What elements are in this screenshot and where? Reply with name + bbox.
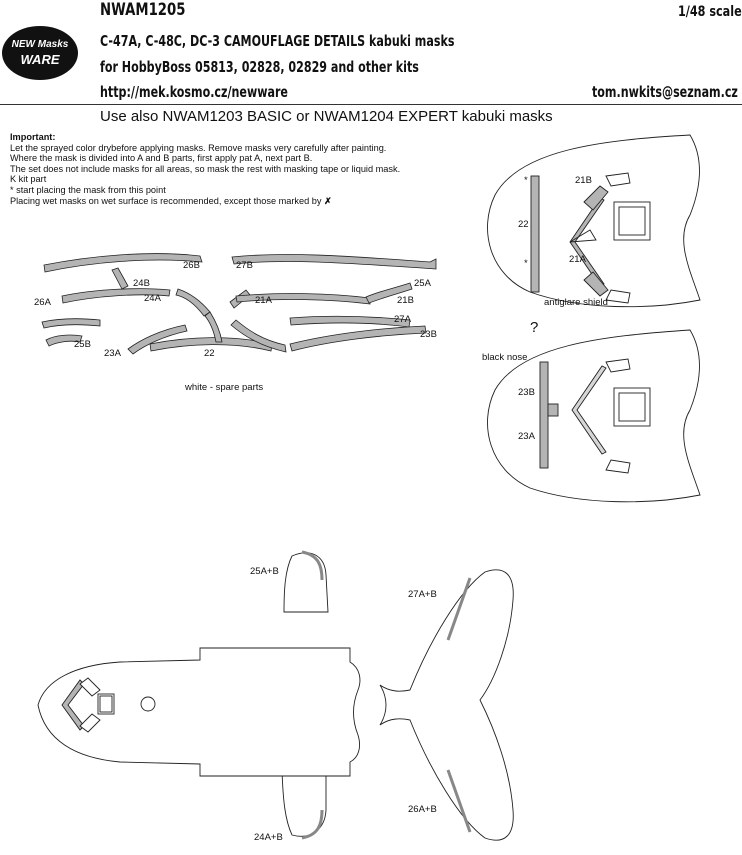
label-24b: 24B (133, 278, 150, 289)
label-nose-21b: 21B (575, 175, 592, 186)
label-26a: 26A (34, 297, 51, 308)
mask-piece-26b (44, 254, 202, 272)
label-nose-22: 22 (518, 219, 529, 230)
wing-tip-bottom (282, 770, 326, 838)
mask-piece-25b (42, 319, 100, 328)
contact-email[interactable]: tom.nwkits@seznam.cz (592, 83, 738, 101)
label-25a-b: 25A+B (250, 566, 279, 577)
label-21b: 21B (397, 295, 414, 306)
instruction-line: The set does not include masks for all areas, so mask the rest with masking tape or liquid mask. (10, 163, 401, 174)
title-line-1: C-47A, C-48C, DC-3 CAMOUFLAGE DETAILS kabuki masks (100, 32, 455, 50)
mask-piece-24a (176, 289, 210, 316)
label-23b: 23B (420, 329, 437, 340)
instruction-line: Let the sprayed color drybefore applying masks. Remove masks very carefully after painting. (10, 142, 387, 153)
label-24a: 24A (144, 293, 161, 304)
wing-tip-top (284, 552, 328, 612)
product-code: NWAM1205 (100, 0, 186, 20)
label-27a-b: 27A+B (408, 589, 437, 600)
instruction-line: * start placing the mask from this point (10, 184, 166, 195)
fuselage-planform (38, 648, 360, 776)
mask-piece-27a (290, 316, 410, 327)
related-products-banner: Use also NWAM1203 BASIC or NWAM1204 EXPERT kabuki masks (100, 108, 553, 125)
tail-planform (380, 570, 513, 840)
mask-piece-27b (232, 254, 436, 269)
antiglare-caption: antiglare shield (544, 297, 608, 308)
label-25b: 25B (74, 339, 91, 350)
title-line-2: for HobbyBoss 05813, 02828, 02829 and other kits (100, 58, 419, 76)
spare-parts-caption: white - spare parts (185, 382, 264, 393)
start-mark: * (524, 258, 528, 269)
black-nose-caption: black nose (482, 352, 528, 363)
label-26a-b: 26A+B (408, 804, 437, 815)
logo-line2: WARE (20, 52, 60, 67)
label-22: 22 (204, 348, 215, 359)
question-mark: ? (530, 319, 539, 336)
scale-label: 1/48 scale (678, 4, 742, 20)
label-nose-23a: 23A (518, 431, 535, 442)
instruction-line: Where the mask is divided into A and B parts, first apply pat A, next part B. (10, 153, 313, 164)
label-25a: 25A (414, 278, 431, 289)
instruction-line: K kit part (10, 174, 47, 185)
no-wet-icon: ✗ (324, 195, 332, 206)
instruction-line: Placing wet masks on wet surface is recommended, except those marked by ✗ (10, 195, 332, 206)
label-27a: 27A (394, 314, 411, 325)
mask-piece-24b (112, 268, 128, 289)
label-27b: 27B (236, 260, 253, 271)
label-21a: 21A (255, 295, 272, 306)
label-nose-23b: 23B (518, 387, 535, 398)
start-mark: * (524, 175, 528, 186)
logo-line1: NEW Masks (11, 39, 69, 50)
instructions-heading: Important: (10, 132, 56, 142)
label-26b: 26B (183, 260, 200, 271)
label-23a: 23A (104, 348, 121, 359)
label-24a-b: 24A+B (254, 832, 283, 843)
website-url[interactable]: http://mek.kosmo.cz/newware (100, 83, 288, 101)
label-nose-21a: 21A (569, 254, 586, 265)
mask-piece-23b (290, 326, 426, 351)
